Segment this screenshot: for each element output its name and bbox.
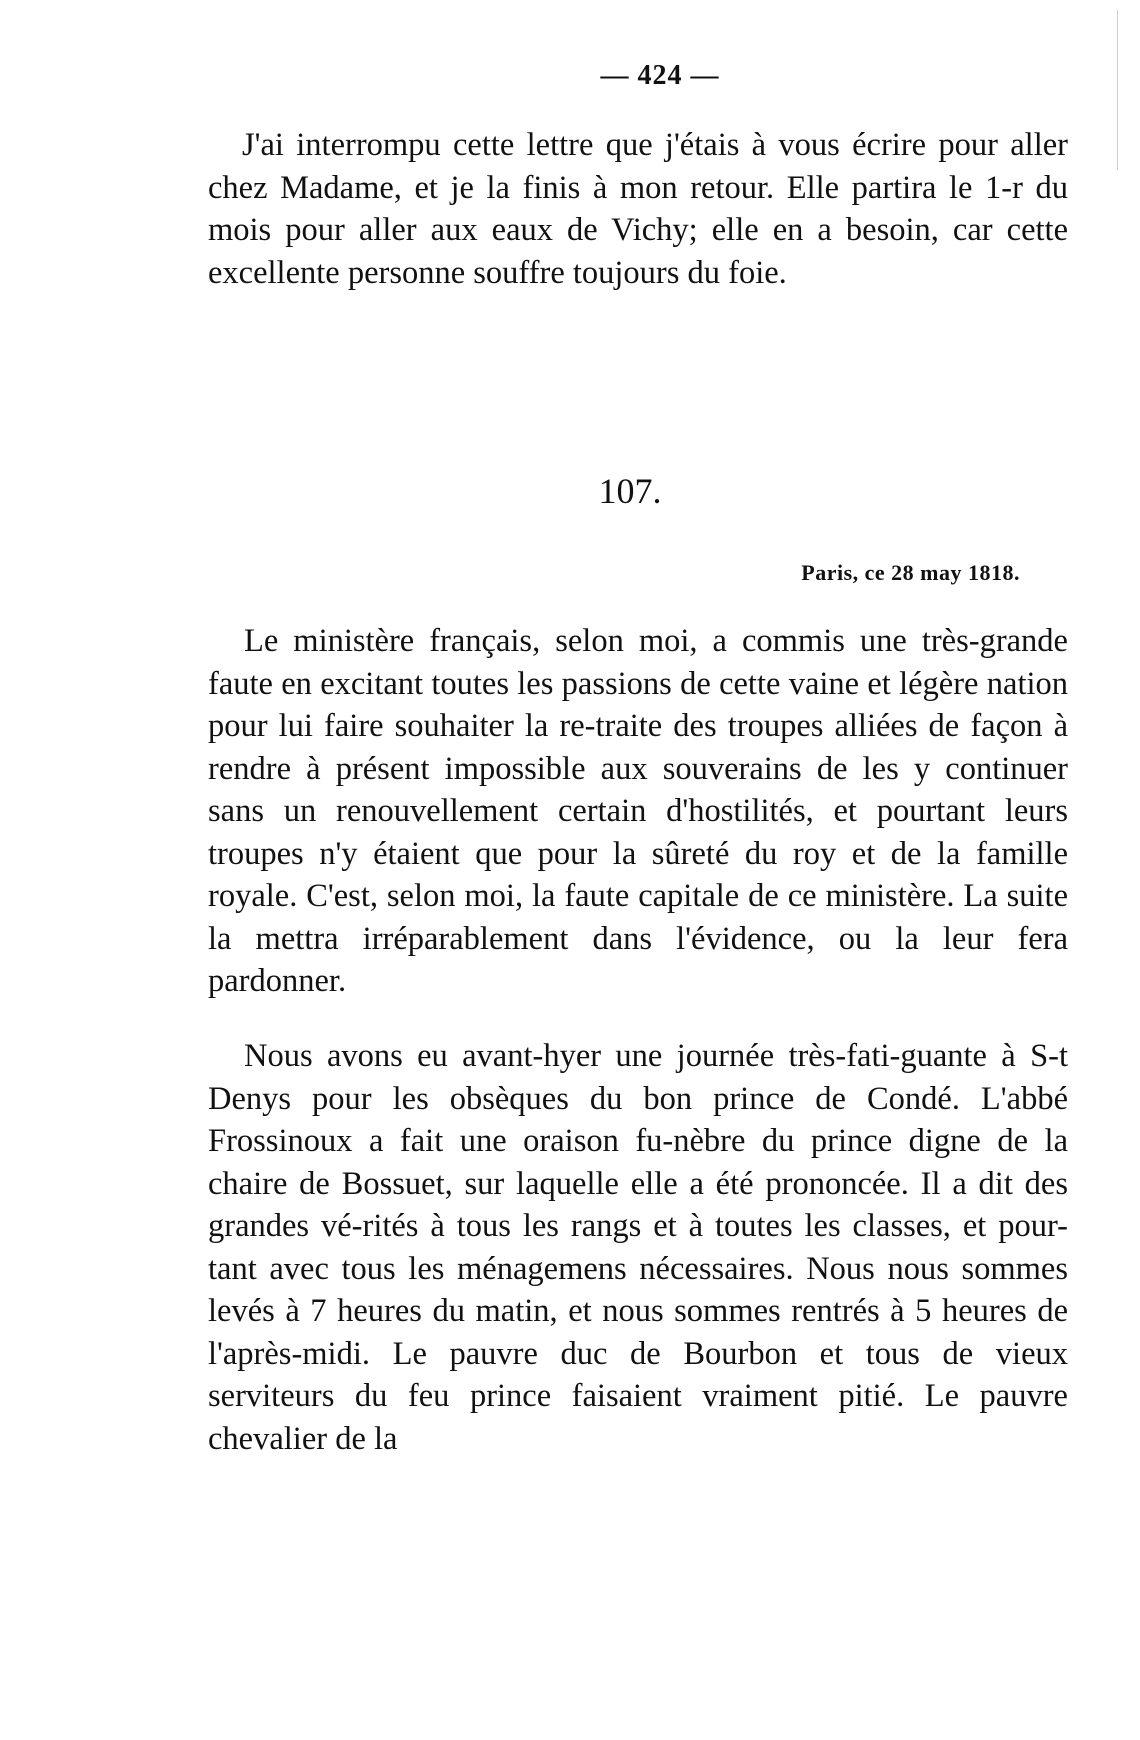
- letter-dateline: Paris, ce 28 may 1818.: [801, 560, 1020, 585]
- page-number: — 424 —: [600, 60, 720, 91]
- letter-number: 107.: [598, 471, 662, 511]
- letter-paragraph-2: Nous avons eu avant-hyer une journée très-fati-guante à S-t Denys pour les obsèques du bon prince de Condé. L'abbé Frossinoux a fait une oraison fu-nèbre du prince digne de la chaire de Bossuet, sur laquelle elle a été prononcée. Il a dit des grandes vé-rités à tous les rangs et à toutes les classes, et pour-tant avec tous les ménagemens nécessaires. Nous nous sommes levés à 7 heures du matin, et nous sommes rentrés à 5 heures de l'après-midi. Le pauvre duc de Bourbon et tous de vieux serviteurs du feu prince faisaient vraiment pitié. Le pauvre chevalier de la: [208, 1038, 1068, 1457]
- intro-paragraph: J'ai interrompu cette lettre que j'étais à vous écrire pour aller chez Madame, et je la finis à mon retour. Elle partira le 1-r du mois pour aller aux eaux de Vichy; elle en a besoin, car cette excellente personne souffre toujours du foie.: [208, 127, 1068, 291]
- page-edge-line: [1117, 10, 1118, 170]
- letter-paragraph-1: Le ministère français, selon moi, a commis une très-grande faute en excitant toutes les passions de cette vaine et légère nation pour lui faire souhaiter la re-traite des troupes alliées de façon à rendre à présent impossible aux souverains de les y continuer sans un renouvellement certain d'hostilités, et pourtant leurs troupes n'y étaient que pour la sûreté du roy et de la famille royale. C'est, selon moi, la faute capitale de ce ministère. La suite la mettra irréparablement dans l'évidence, ou la leur fera pardonner.: [208, 623, 1068, 999]
